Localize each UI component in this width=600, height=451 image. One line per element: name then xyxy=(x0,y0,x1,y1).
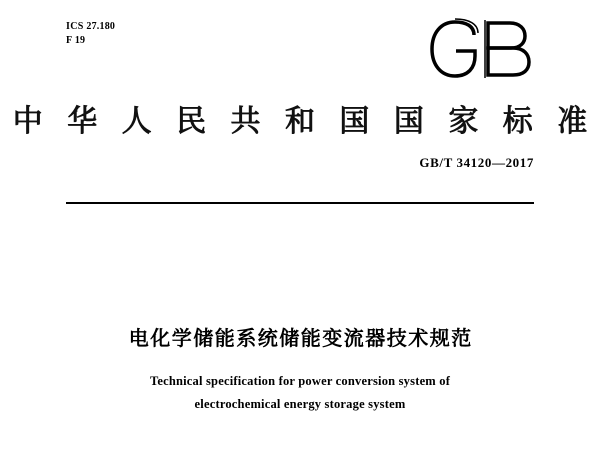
standard-number: GB/T 34120—2017 xyxy=(419,155,534,170)
national-standard-title: 中 华 人 民 共 和 国 国 家 标 准 xyxy=(12,104,595,139)
ics-line xyxy=(66,20,115,34)
classification-label: F xyxy=(66,34,73,46)
ics-value: 27.180 xyxy=(86,21,116,32)
classification-line xyxy=(66,34,115,48)
classification-value: 19 xyxy=(74,34,86,46)
document-title-english-line-2: electrochemical energy storage system xyxy=(194,397,406,412)
document-title-chinese: 电化学储能系统储能变流器技术规范 xyxy=(128,326,473,350)
ics-label: ICS xyxy=(66,21,84,32)
document-title-english xyxy=(0,370,600,416)
header-divider xyxy=(66,202,534,204)
document-meta-block xyxy=(66,20,115,47)
document-title-english-line-1: Technical specification for power conversion system of xyxy=(149,374,451,388)
gb-emblem-icon xyxy=(426,18,534,80)
